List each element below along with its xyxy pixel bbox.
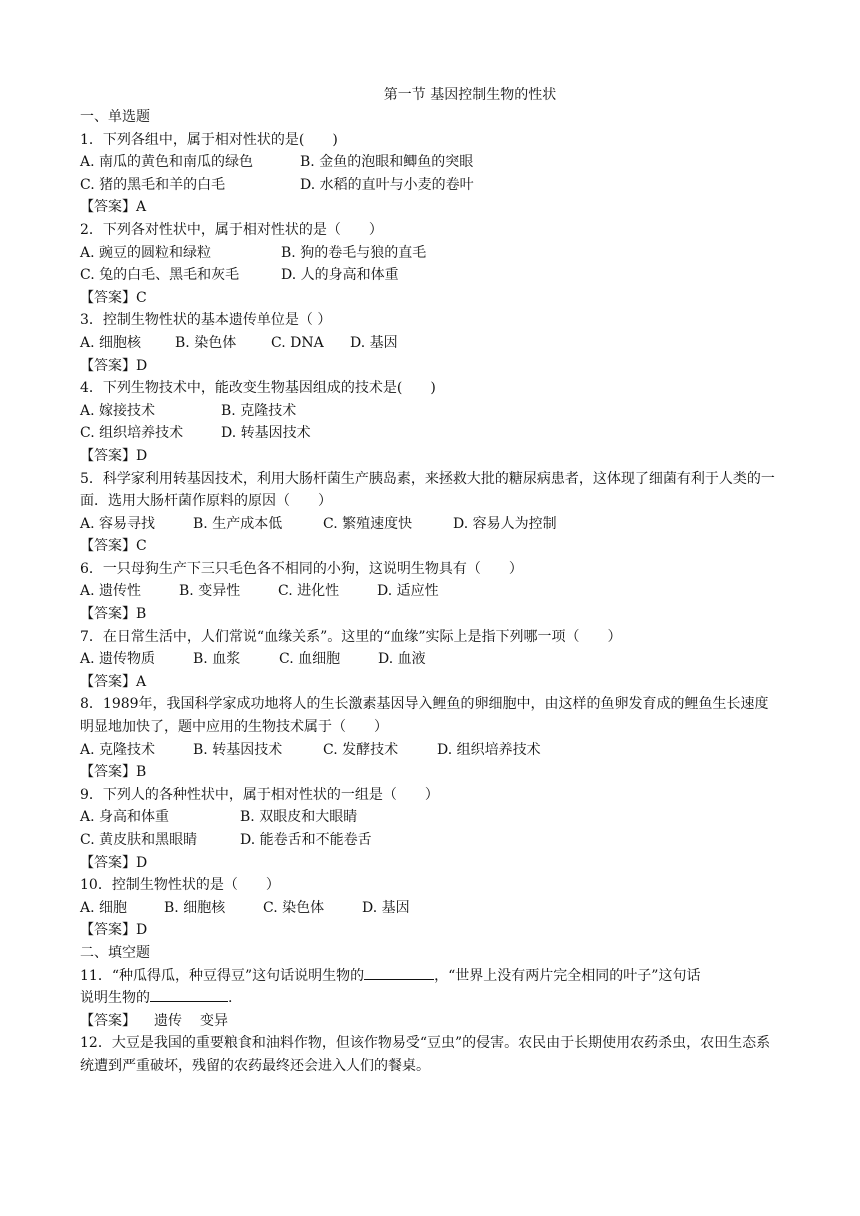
question-11-text-b: ，“世界上没有两片完全相同的叶子”这句话 (434, 967, 701, 984)
option-a: A. 遗传性 (80, 583, 142, 600)
page-title: 第一节 基因控制生物的性状 (383, 87, 557, 103)
question-8-stem: 8．1989年，我国科学家成功地将人的生长激素基因导入鲤鱼的卵细胞中，由这样的鱼卵发育成的鲤鱼生长速度明显地加快了，题中应用的生物技术属于（ ） (80, 696, 769, 736)
question-1-stem: 1．下列各组中，属于相对性状的是( ) (80, 131, 338, 148)
option-b: B. 金鱼的泡眼和鲫鱼的突眼 (300, 154, 474, 171)
question-9-options-row-2 (80, 829, 780, 852)
question-2-answer: 【答案】C (80, 289, 147, 306)
question-11-text-a: 11．“种瓜得瓜，种豆得豆”这句话说明生物的 (80, 967, 365, 984)
question-1-options-row-1 (80, 151, 780, 174)
option-d: D. 基因 (350, 334, 398, 351)
option-a: A. 遗传物质 (80, 651, 156, 668)
option-b: B. 细胞核 (164, 899, 226, 916)
question-5-options (80, 513, 780, 536)
question-11-blank-1 (364, 965, 434, 980)
question-11-answer (80, 1010, 780, 1033)
answer-value-2: 变异 (200, 1012, 228, 1029)
question-10-stem: 10．控制生物性状的是（ ） (80, 877, 280, 894)
option-d: D. 容易人为控制 (453, 515, 557, 532)
option-c: C. 繁殖速度快 (323, 515, 413, 532)
option-d: D. 能卷舌和不能卷舌 (240, 832, 372, 848)
answer-label: 【答案】 (80, 1012, 136, 1029)
option-c: C. 兔的白毛、黑毛和灰毛 (80, 267, 240, 284)
question-12-stem: 12．大豆是我国的重要粮食和油料作物，但该作物易受“豆虫”的侵害。农民由于长期使用农药杀虫，农田生态系统遭到严重破坏，残留的农药最终还会进入人们的餐桌。 (80, 1035, 771, 1074)
question-3-answer: 【答案】D (80, 357, 148, 374)
option-d: D. 适应性 (377, 583, 439, 600)
question-1-options-row-2 (80, 174, 780, 197)
option-a: A. 身高和体重 (80, 809, 170, 826)
question-6-options (80, 580, 780, 603)
option-d: D. 组织培养技术 (437, 741, 541, 758)
question-1-answer: 【答案】A (80, 199, 147, 216)
option-d: D. 水稻的直叶与小麦的卷叶 (300, 176, 474, 193)
option-d: D. 转基因技术 (221, 425, 311, 442)
question-10-answer: 【答案】D (80, 922, 148, 939)
option-b: B. 血浆 (193, 651, 241, 668)
option-b: B. 转基因技术 (193, 741, 283, 758)
option-a: A. 南瓜的黄色和南瓜的绿色 (80, 154, 254, 171)
question-6-stem: 6．一只母狗生产下三只毛色各不相同的小狗，这说明生物具有（ ） (80, 560, 523, 577)
option-c: C. 发酵技术 (323, 741, 399, 758)
option-a: A. 豌豆的圆粒和绿粒 (80, 244, 212, 261)
option-c: C. 血细胞 (279, 651, 341, 668)
question-11-stem-line-2 (80, 987, 780, 1010)
question-3-options (80, 332, 780, 355)
option-c: C. DNA (271, 334, 324, 351)
question-2-stem: 2．下列各对性状中，属于相对性状的是（ ） (80, 221, 383, 238)
question-11-text-c: 说明生物的 (80, 990, 150, 1007)
question-2-options-row-2 (80, 264, 780, 287)
option-b: B. 变异性 (179, 583, 241, 600)
option-a: A. 克隆技术 (80, 741, 156, 758)
option-c: C. 染色体 (263, 899, 325, 916)
question-4-options-row-1 (80, 400, 780, 423)
question-11-stem-line-1 (80, 965, 780, 988)
question-5-stem: 5．科学家利用转基因技术，利用大肠杆菌生产胰岛素，来拯救大批的糖尿病患者，这体现了细菌有利于人类的一面．选用大肠杆菌作原料的原因（ ） (80, 470, 775, 510)
question-4-answer: 【答案】D (80, 447, 148, 464)
option-b: B. 生产成本低 (193, 515, 283, 532)
option-b: B. 染色体 (175, 334, 237, 351)
option-d: D. 血液 (378, 651, 426, 668)
question-11-blank-2 (150, 987, 228, 1002)
question-8-answer: 【答案】B (80, 764, 147, 781)
question-7-options (80, 648, 780, 671)
question-11-text-d: . (228, 990, 233, 1007)
option-c: C. 进化性 (278, 583, 340, 600)
question-9-stem: 9．下列人的各种性状中，属于相对性状的一组是（ ） (80, 786, 439, 803)
option-d: D. 基因 (362, 899, 410, 916)
document-page (80, 84, 780, 1078)
question-7-answer: 【答案】A (80, 673, 147, 690)
option-b: B. 双眼皮和大眼睛 (240, 809, 358, 826)
option-a: A. 容易寻找 (80, 515, 156, 532)
section-heading-fill-in: 二、填空题 (80, 944, 150, 961)
option-d: D. 人的身高和体重 (281, 267, 399, 284)
question-3-stem: 3．控制生物性状的基本遗传单位是（ ） (80, 312, 332, 329)
question-5-answer: 【答案】C (80, 538, 147, 555)
option-a: A. 嫁接技术 (80, 402, 156, 419)
question-6-answer: 【答案】B (80, 606, 147, 623)
question-9-answer: 【答案】D (80, 854, 148, 871)
question-4-stem: 4．下列生物技术中，能改变生物基因组成的技术是( ) (80, 380, 436, 397)
option-b: B. 狗的卷毛与狼的直毛 (281, 244, 427, 261)
option-a: A. 细胞 (80, 899, 128, 916)
question-10-options (80, 897, 780, 920)
option-a: A. 细胞核 (80, 334, 142, 351)
option-b: B. 克隆技术 (221, 402, 297, 419)
option-c: C. 猪的黑毛和羊的白毛 (80, 176, 226, 193)
question-9-options-row-1 (80, 806, 780, 829)
section-heading-single-choice: 一、单选题 (80, 109, 150, 125)
question-2-options-row-1 (80, 242, 780, 265)
question-8-options (80, 739, 780, 762)
answer-value-1: 遗传 (154, 1012, 182, 1029)
option-c: C. 黄皮肤和黑眼睛 (80, 832, 198, 848)
option-c: C. 组织培养技术 (80, 425, 184, 442)
question-7-stem: 7．在日常生活中，人们常说“血缘关系”。这里的“血缘”实际上是指下列哪一项（ ） (80, 628, 622, 645)
question-4-options-row-2 (80, 422, 780, 445)
